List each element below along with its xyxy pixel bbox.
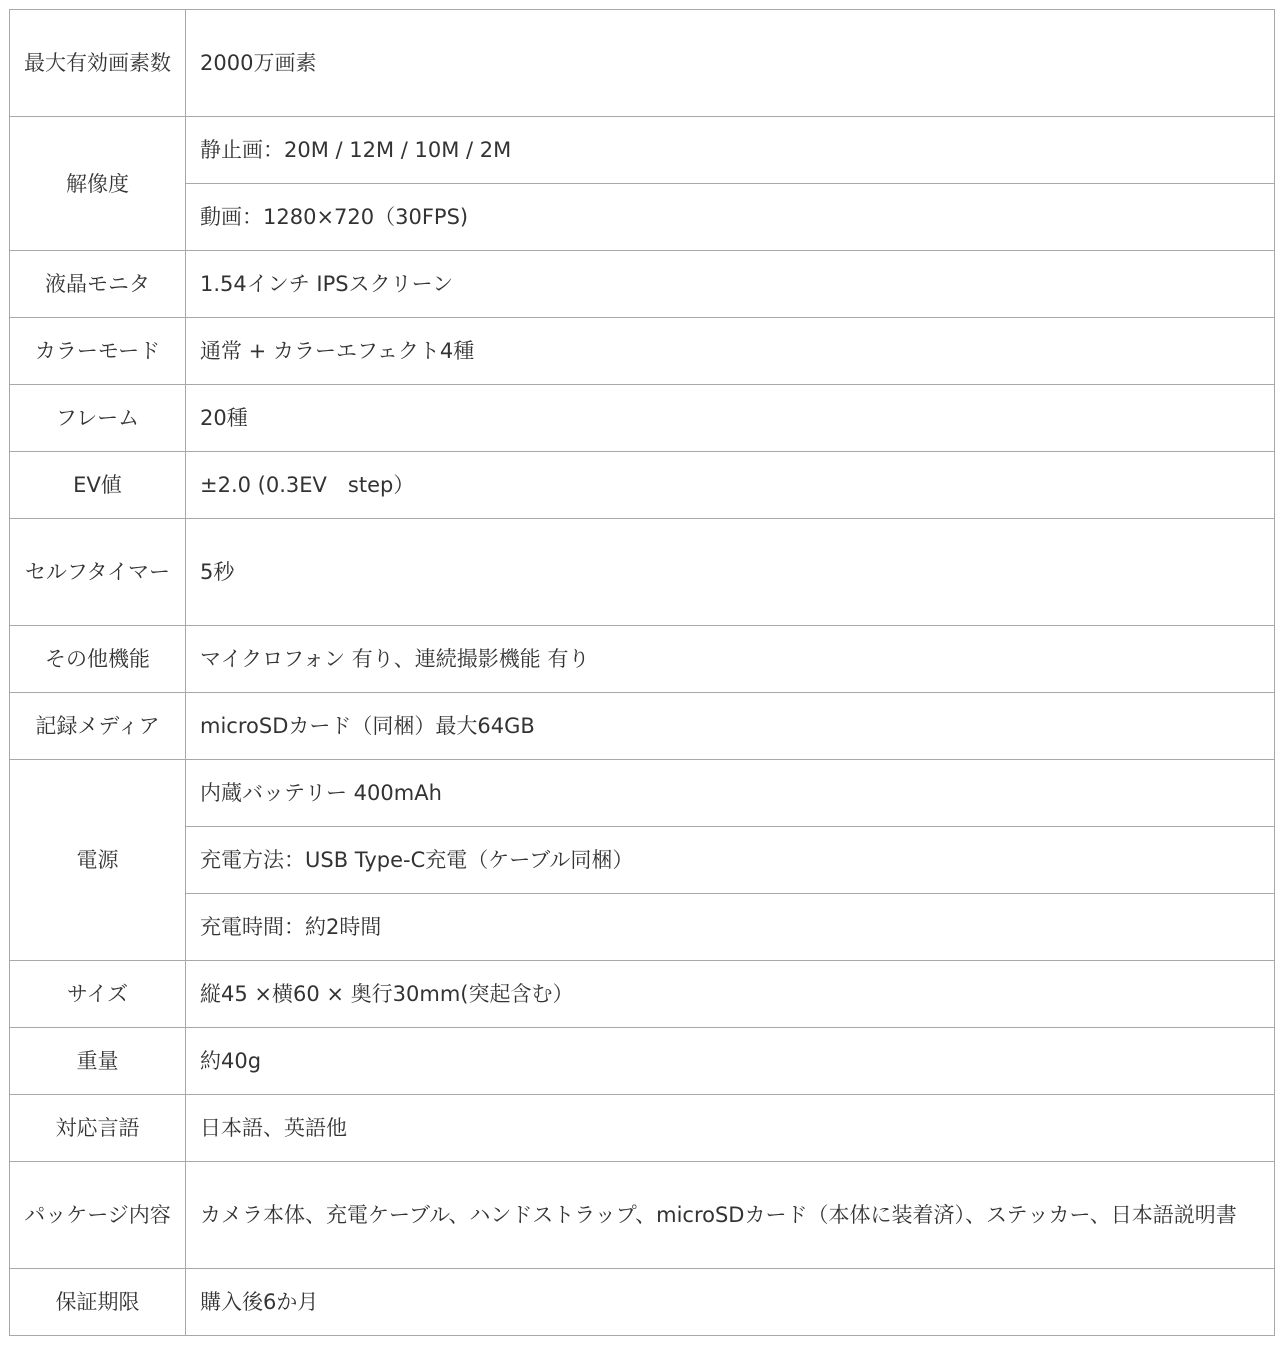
spec-label: サイズ (10, 961, 186, 1028)
spec-row-power-charging (10, 827, 1275, 894)
spec-value: 20種 (186, 385, 1275, 452)
spec-row-power-time (10, 894, 1275, 961)
spec-label: 電源 (10, 760, 186, 961)
spec-row-monitor (10, 251, 1275, 318)
spec-row-frame (10, 385, 1275, 452)
spec-row-warranty (10, 1269, 1275, 1336)
spec-label: フレーム (10, 385, 186, 452)
spec-value: 充電方法：USB Type-C充電（ケーブル同梱） (186, 827, 1275, 894)
spec-row-resolution (10, 117, 1275, 184)
spec-value: カメラ本体、充電ケーブル、ハンドストラップ、microSDカード（本体に装着済）、ステッカー、日本語説明書 (186, 1162, 1275, 1269)
spec-label: セルフタイマー (10, 519, 186, 626)
spec-label: 保証期限 (10, 1269, 186, 1336)
spec-row-weight (10, 1028, 1275, 1095)
spec-label: その他機能 (10, 626, 186, 693)
spec-value: 通常 + カラーエフェクト4種 (186, 318, 1275, 385)
spec-value: 約40g (186, 1028, 1275, 1095)
spec-value: マイクロフォン 有り、連続撮影機能 有り (186, 626, 1275, 693)
spec-label: 対応言語 (10, 1095, 186, 1162)
spec-label: カラーモード (10, 318, 186, 385)
spec-value: 5秒 (186, 519, 1275, 626)
spec-row-media (10, 693, 1275, 760)
spec-value: 1.54インチ IPSスクリーン (186, 251, 1275, 318)
spec-row-other-features (10, 626, 1275, 693)
spec-row-package (10, 1162, 1275, 1269)
spec-value: 静止画：20M / 12M / 10M / 2M (186, 117, 1275, 184)
spec-value: 購入後6か月 (186, 1269, 1275, 1336)
spec-label: 記録メディア (10, 693, 186, 760)
spec-value: 2000万画素 (186, 10, 1275, 117)
spec-label: 最大有効画素数 (10, 10, 186, 117)
spec-value: 動画：1280×720（30FPS) (186, 184, 1275, 251)
spec-value: 内蔵バッテリー 400mAh (186, 760, 1275, 827)
spec-label: 液晶モニタ (10, 251, 186, 318)
spec-value: 充電時間：約2時間 (186, 894, 1275, 961)
spec-label: EV値 (10, 452, 186, 519)
spec-label: パッケージ内容 (10, 1162, 186, 1269)
spec-row-self-timer (10, 519, 1275, 626)
spec-label: 解像度 (10, 117, 186, 251)
spec-row-size (10, 961, 1275, 1028)
spec-label: 重量 (10, 1028, 186, 1095)
spec-value: 縦45 ×横60 × 奥行30mm(突起含む） (186, 961, 1275, 1028)
spec-row-megapixels (10, 10, 1275, 117)
spec-value: 日本語、英語他 (186, 1095, 1275, 1162)
spec-value: ±2.0 (0.3EV step） (186, 452, 1275, 519)
spec-row-color-mode (10, 318, 1275, 385)
spec-row-ev (10, 452, 1275, 519)
spec-row-languages (10, 1095, 1275, 1162)
spec-row-power (10, 760, 1275, 827)
spec-table (9, 9, 1275, 1336)
spec-row-resolution-video (10, 184, 1275, 251)
spec-value: microSDカード（同梱）最大64GB (186, 693, 1275, 760)
